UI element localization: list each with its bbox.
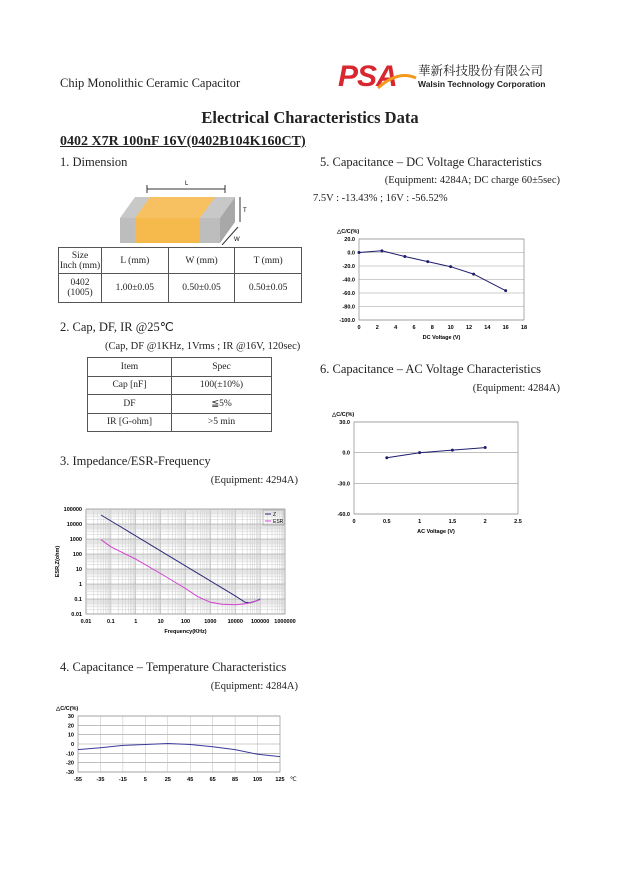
cap-test-conditions: (Cap, DF @1KHz, 1Vrms ; IR @16V, 120sec) bbox=[105, 341, 301, 352]
dc-heading: 5. Capacitance – DC Voltage Characteristics bbox=[320, 155, 542, 169]
table-row bbox=[59, 274, 302, 303]
legend-label: ESR bbox=[273, 519, 284, 525]
part-number: 0402 X7R 100nF 16V(0402B104K160CT) bbox=[60, 134, 306, 149]
x-tick-label: 10 bbox=[157, 619, 164, 625]
temperature-heading: 4. Capacitance – Temperature Characteristics bbox=[60, 660, 287, 674]
item-cell: Cap [nF] bbox=[88, 376, 172, 395]
size-mm-value: (1005) bbox=[67, 288, 93, 298]
x-tick-label: 14 bbox=[484, 325, 491, 331]
w-value: 0.50±0.05 bbox=[168, 274, 235, 303]
y-tick-label: -20 bbox=[66, 760, 74, 767]
y-tick-label: 100000 bbox=[63, 507, 82, 513]
company-name-en: Walsin Technology Corporation bbox=[418, 79, 546, 89]
x-tick-label: 65 bbox=[209, 777, 216, 783]
dc-voltage-chart bbox=[310, 218, 570, 353]
table-row bbox=[88, 376, 272, 395]
x-tick-label: -15 bbox=[118, 777, 127, 783]
table-row bbox=[88, 395, 272, 414]
x-tick-label: 2.5 bbox=[514, 519, 522, 525]
y-tick-label: 0.0 bbox=[347, 250, 355, 257]
x-tick-label: 16 bbox=[502, 325, 509, 331]
table-header-row bbox=[88, 358, 272, 377]
cap-heading: 2. Cap, DF, IR @25℃ bbox=[60, 320, 174, 334]
y-tick-label: 1000 bbox=[69, 537, 82, 543]
page-title: Electrical Characteristics Data bbox=[201, 108, 419, 127]
data-point bbox=[358, 251, 361, 254]
x-tick-label: 5 bbox=[143, 777, 147, 783]
y-tick-label: -20.0 bbox=[342, 264, 355, 270]
item-cell: IR [G-ohm] bbox=[88, 413, 172, 432]
y-tick-label: 0.01 bbox=[71, 612, 82, 618]
impedance-equipment: (Equipment: 4294A) bbox=[210, 475, 298, 486]
temperature-equipment: (Equipment: 4284A) bbox=[210, 681, 298, 692]
y-axis-label: △C/C(%) bbox=[332, 412, 355, 418]
y-tick-label: -30 bbox=[66, 770, 74, 776]
x-tick-label: 2 bbox=[483, 519, 487, 525]
data-point bbox=[472, 273, 475, 276]
x-tick-label: 100000 bbox=[250, 619, 270, 625]
dimension-table bbox=[58, 247, 302, 303]
data-point bbox=[380, 249, 383, 252]
x-tick-label: 0.5 bbox=[382, 519, 391, 525]
table-header-row bbox=[59, 248, 302, 274]
x-tick-label: 4 bbox=[394, 325, 398, 331]
y-tick-label: 10 bbox=[67, 732, 74, 739]
y-tick-label: -30.0 bbox=[337, 481, 350, 488]
y-axis-label: ESR,Z(ohm) bbox=[55, 545, 61, 578]
data-point bbox=[504, 289, 507, 292]
header-l: L (mm) bbox=[102, 248, 169, 274]
x-axis-label: DC Voltage (V) bbox=[422, 335, 461, 341]
x-axis-label: AC Voltage (V) bbox=[417, 529, 455, 535]
impedance-chart bbox=[40, 495, 310, 635]
item-cell: DF bbox=[88, 395, 172, 414]
y-tick-label: -60.0 bbox=[337, 512, 350, 518]
y-tick-label: 0.0 bbox=[342, 450, 350, 457]
spec-cell: ≦5% bbox=[172, 395, 272, 414]
spec-cell: 100(±10%) bbox=[172, 376, 272, 395]
x-tick-label: 10 bbox=[447, 325, 454, 331]
x-tick-label: 105 bbox=[252, 777, 263, 783]
table-row bbox=[88, 413, 272, 432]
x-tick-label: 10000 bbox=[227, 619, 243, 625]
y-tick-label: 10000 bbox=[66, 522, 82, 528]
t-value: 0.50±0.05 bbox=[235, 274, 302, 303]
temperature-chart bbox=[40, 698, 310, 788]
x-tick-label: -35 bbox=[96, 777, 105, 783]
data-point bbox=[449, 265, 452, 268]
ac-heading: 6. Capacitance – AC Voltage Characteristics bbox=[320, 362, 542, 376]
y-tick-label: 20.0 bbox=[344, 237, 355, 243]
x-tick-label: 1 bbox=[418, 519, 422, 525]
spec-cell: >5 min bbox=[172, 413, 272, 432]
y-tick-label: -100.0 bbox=[339, 318, 355, 324]
y-tick-label: 20 bbox=[67, 723, 74, 730]
x-tick-label: 18 bbox=[520, 325, 528, 331]
data-point bbox=[385, 456, 388, 459]
header-t: T (mm) bbox=[235, 248, 302, 274]
x-tick-label: -55 bbox=[74, 777, 82, 783]
data-point bbox=[418, 451, 421, 454]
dc-summary: 7.5V : -13.43% ; 16V : -56.52% bbox=[313, 193, 448, 204]
legend-label: Z bbox=[273, 512, 277, 518]
y-tick-label: 0 bbox=[70, 742, 74, 748]
header-w: W (mm) bbox=[168, 248, 235, 274]
ac-equipment: (Equipment: 4284A) bbox=[472, 383, 560, 394]
y-axis-label: △C/C(%) bbox=[56, 706, 79, 712]
x-tick-label: 25 bbox=[164, 777, 171, 783]
ac-voltage-chart bbox=[310, 405, 570, 540]
x-tick-label: 0.1 bbox=[107, 619, 115, 625]
x-tick-label: 45 bbox=[187, 777, 194, 783]
header-size: Size bbox=[71, 250, 89, 261]
spec-table bbox=[87, 357, 272, 432]
y-tick-label: 0.1 bbox=[74, 597, 82, 603]
plot-area bbox=[354, 422, 518, 514]
header-item: Item bbox=[88, 358, 172, 377]
y-tick-label: 30 bbox=[67, 714, 74, 720]
y-tick-label: 10 bbox=[75, 567, 82, 573]
x-axis-unit: ℃ bbox=[290, 777, 297, 783]
x-tick-label: 12 bbox=[465, 325, 473, 331]
y-tick-label: -80.0 bbox=[342, 304, 355, 311]
x-tick-label: 2 bbox=[375, 325, 379, 331]
impedance-heading: 3. Impedance/ESR-Frequency bbox=[60, 454, 211, 468]
header-spec: Spec bbox=[172, 358, 272, 377]
length-label: L bbox=[185, 181, 189, 187]
x-tick-label: 0 bbox=[357, 325, 361, 331]
data-point bbox=[484, 446, 487, 449]
y-axis-label: △C/C(%) bbox=[337, 229, 360, 235]
document-type: Chip Monolithic Ceramic Capacitor bbox=[60, 76, 241, 90]
y-tick-label: 30.0 bbox=[339, 420, 350, 426]
capacitor-dimension-drawing bbox=[110, 175, 250, 245]
x-tick-label: 125 bbox=[275, 777, 285, 783]
x-tick-label: 0.01 bbox=[80, 619, 92, 625]
dc-equipment: (Equipment: 4284A; DC charge 60±5sec) bbox=[384, 175, 560, 186]
thickness-label: T bbox=[243, 208, 247, 214]
x-tick-label: 85 bbox=[232, 777, 239, 783]
y-tick-label: 100 bbox=[72, 552, 82, 558]
x-tick-label: 1000000 bbox=[274, 619, 296, 625]
data-point bbox=[403, 255, 406, 258]
width-label: W bbox=[234, 237, 240, 243]
x-axis-label: Frequency(KHz) bbox=[164, 629, 207, 635]
x-tick-label: 1.5 bbox=[448, 519, 457, 525]
l-value: 1.00±0.05 bbox=[102, 274, 169, 303]
y-tick-label: -40.0 bbox=[342, 277, 355, 284]
dimension-heading: 1. Dimension bbox=[60, 155, 128, 169]
header-size-unit: Inch (mm) bbox=[59, 260, 101, 271]
x-tick-label: 0 bbox=[352, 519, 356, 525]
size-value: 0402 bbox=[70, 278, 90, 288]
data-point bbox=[426, 260, 429, 263]
y-tick-label: -10 bbox=[66, 751, 74, 758]
company-name-cn: 華新科技股份有限公司 bbox=[418, 63, 544, 78]
x-tick-label: 1000 bbox=[204, 619, 217, 625]
x-tick-label: 8 bbox=[430, 325, 434, 331]
x-tick-label: 6 bbox=[412, 325, 416, 331]
data-point bbox=[451, 449, 454, 452]
y-tick-label: -60.0 bbox=[342, 291, 355, 297]
x-tick-label: 1 bbox=[134, 619, 138, 625]
svg-text:PSA: PSA bbox=[338, 60, 397, 92]
x-tick-label: 100 bbox=[180, 619, 191, 625]
y-tick-label: 1 bbox=[78, 582, 82, 588]
